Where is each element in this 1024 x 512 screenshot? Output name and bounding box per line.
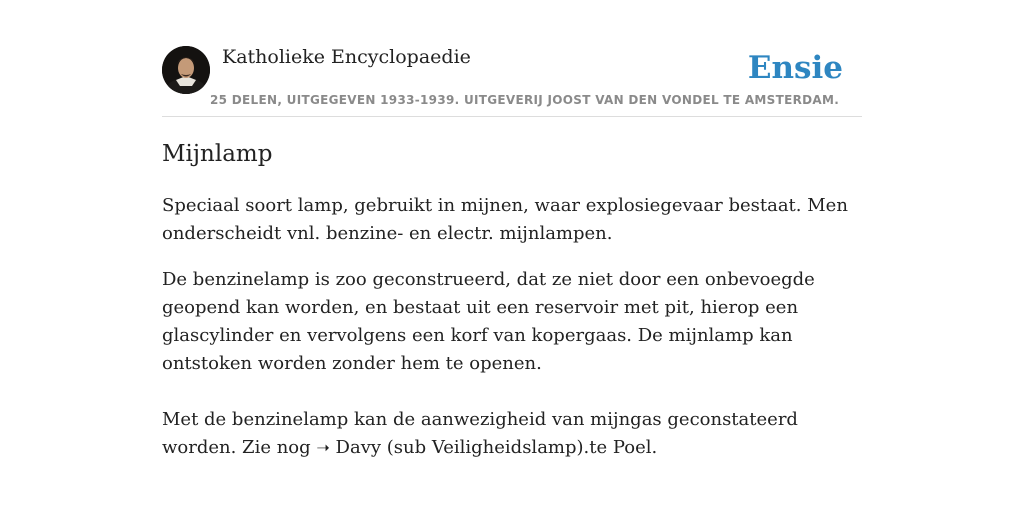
site-subtitle: 25 DELEN, UITGEGEVEN 1933-1939. UITGEVERIJ JOOST VAN DEN VONDEL TE AMSTERDAM. <box>210 93 840 107</box>
header <box>162 46 862 117</box>
site-title[interactable]: Katholieke Encyclopaedie <box>222 46 471 68</box>
article-paragraph-1: Speciaal soort lamp, gebruikt in mijnen, waar explosiegevaar bestaat. Men onderscheidt vnl. benzine- en electr. mijnlampen. <box>162 195 848 244</box>
portrait-avatar-icon <box>162 46 210 94</box>
paragraph-3-text-before-link: Met de benzinelamp kan de aanwezigheid van mijngas geconstateerd worden. Zie nog <box>162 409 798 458</box>
arrow-right-icon: ➝ <box>316 438 330 457</box>
cross-reference-link-label: Davy <box>335 437 382 458</box>
article-title: Mijnlamp <box>162 141 273 167</box>
article <box>162 138 862 462</box>
article-paragraph-2: De benzinelamp is zoo geconstrueerd, dat ze niet door een onbevoegde geopend kan worden, en bestaat uit een reservoir met pit, hierop een glascylinder en vervolgens een korf van kopergaas. De mijnlamp kan ontstoken worden zonder hem te openen. <box>162 269 815 374</box>
avatar[interactable] <box>162 46 210 94</box>
article-paragraph-3 <box>162 406 862 462</box>
brand-logo-link[interactable]: Ensie <box>747 50 843 86</box>
paragraph-3-text-after-link: (sub Veiligheidslamp).te Poel. <box>386 437 658 458</box>
cross-reference-link-davy[interactable] <box>316 437 381 458</box>
